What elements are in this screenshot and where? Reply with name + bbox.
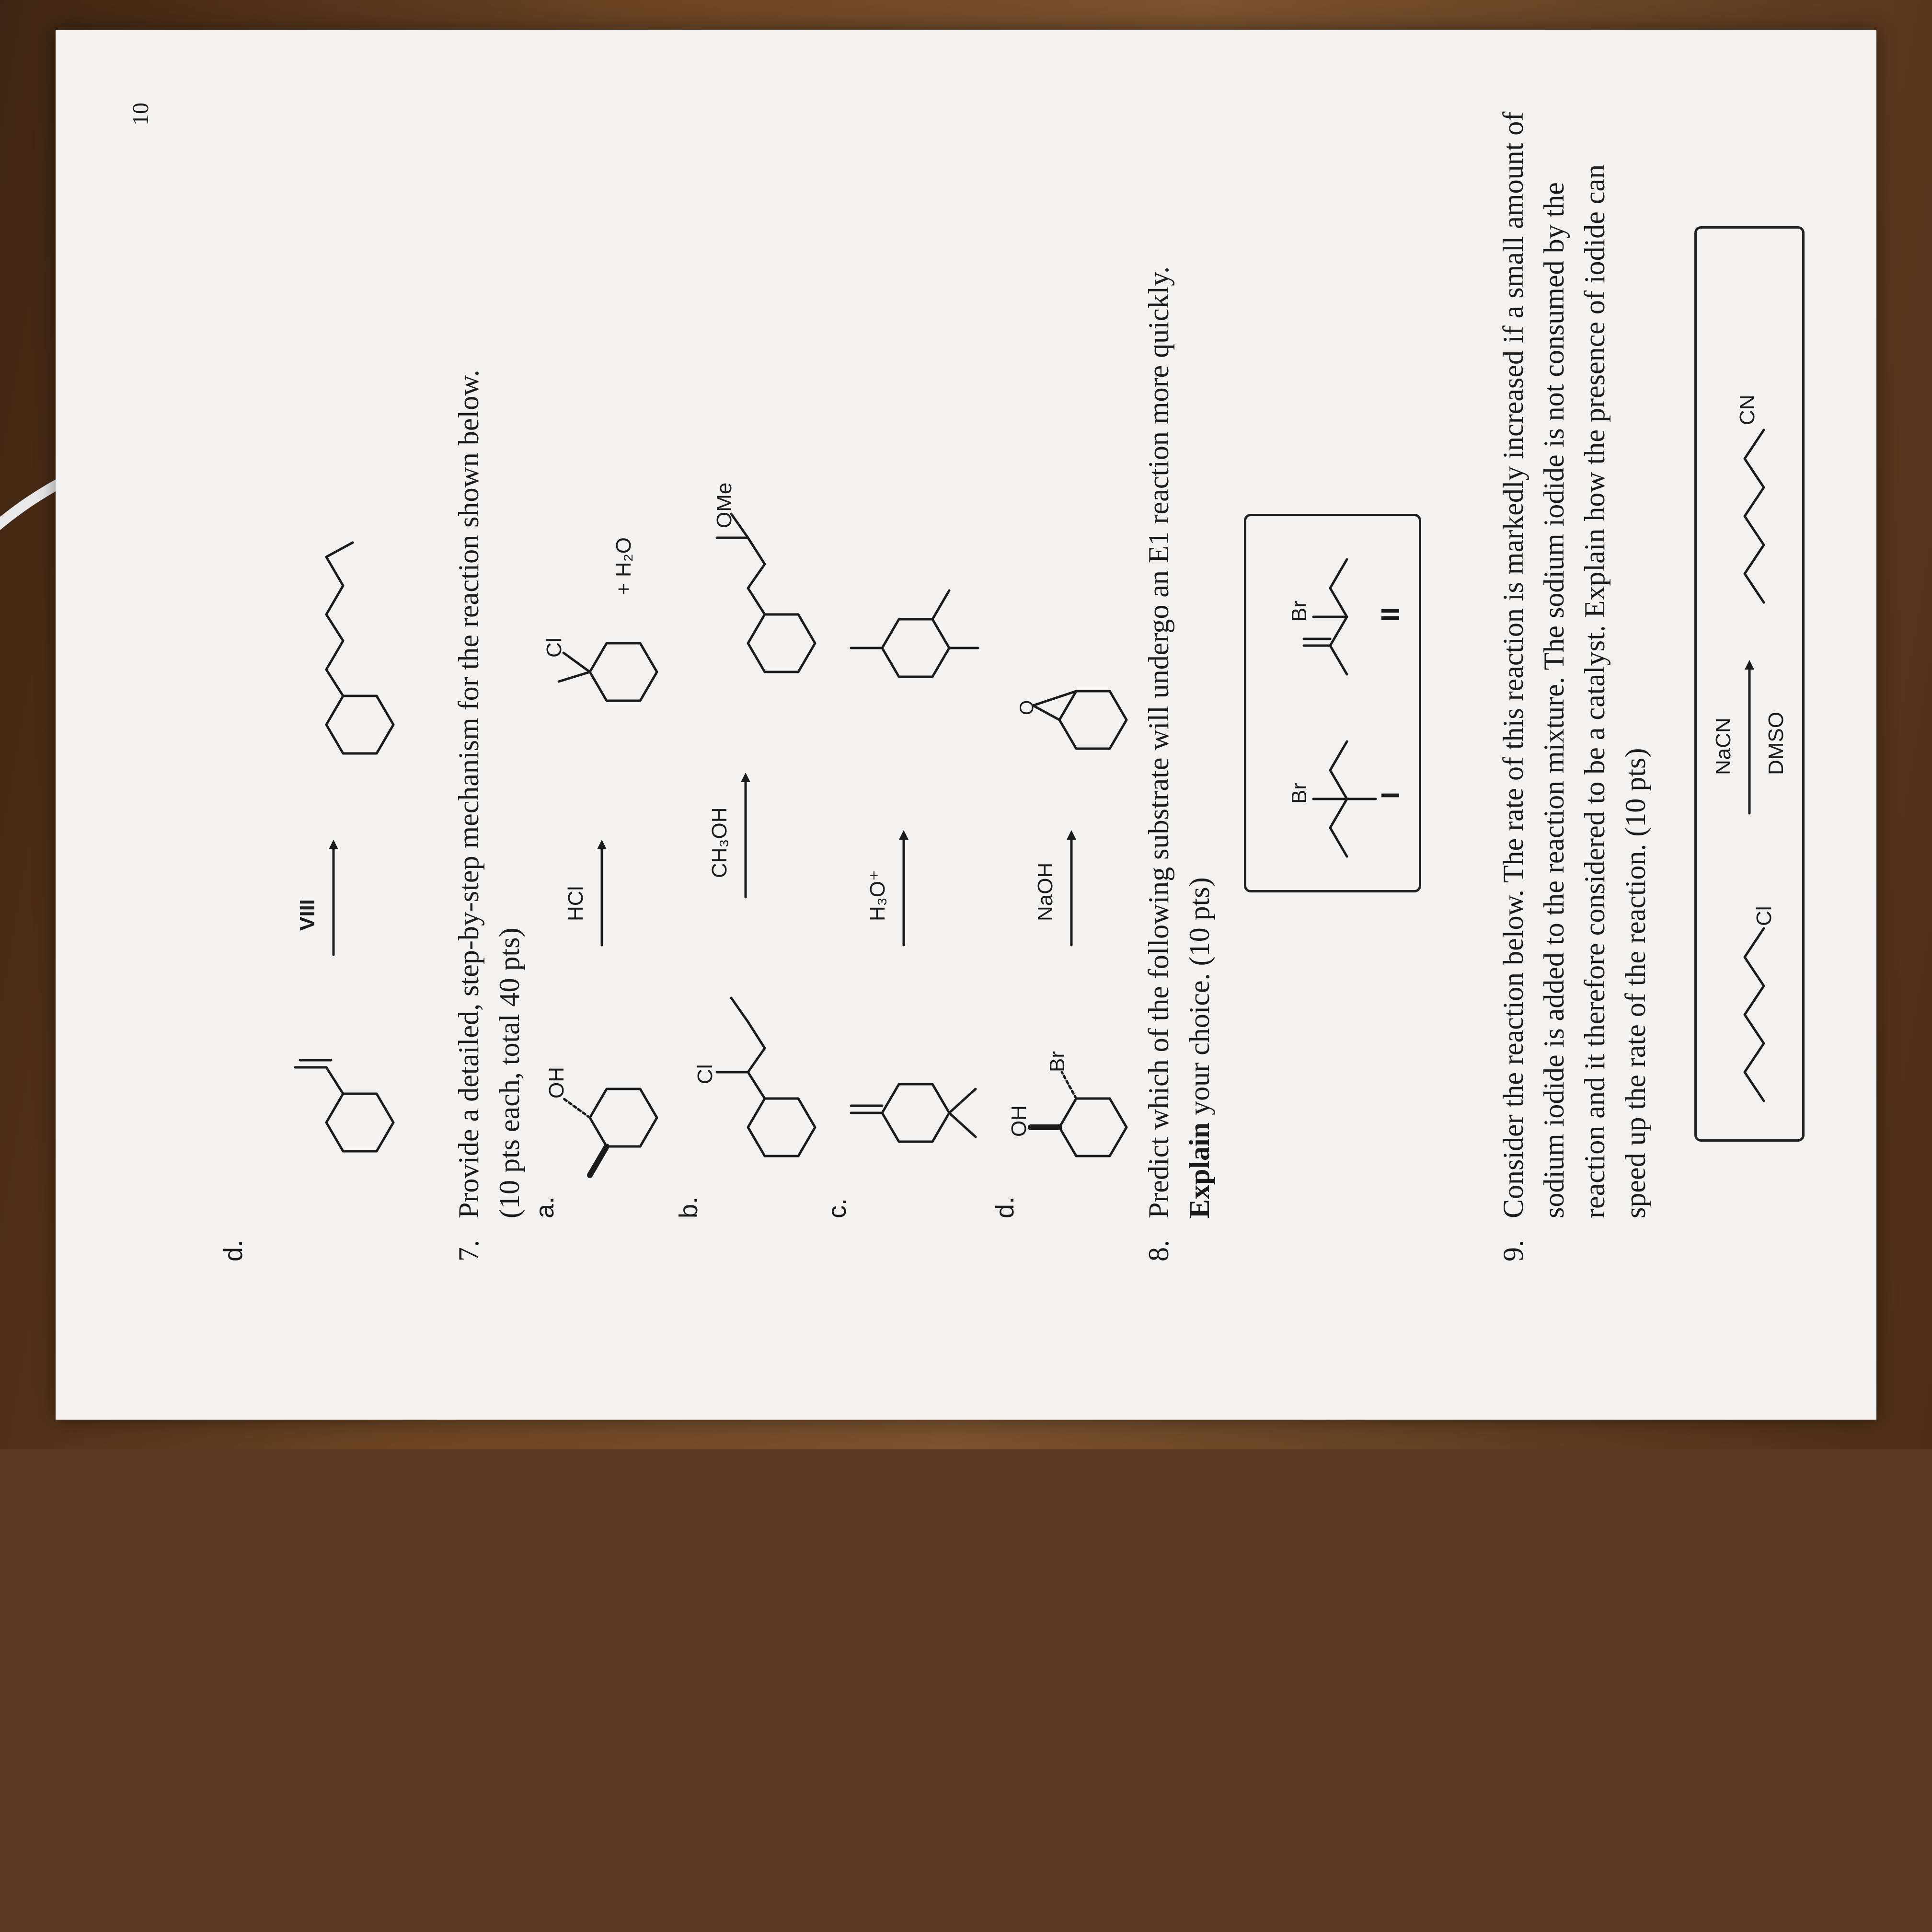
q9-number: 9.: [1497, 1240, 1529, 1261]
q9-cl-label: Cl: [1752, 906, 1776, 926]
q7d-product-epoxide: [1004, 605, 1158, 787]
q8-explain-bold: Explain: [1184, 1122, 1215, 1218]
svg-text:O: O: [1016, 700, 1037, 715]
q7b-arrow: [707, 768, 779, 902]
q7a-product: [535, 471, 688, 758]
q9-reagent-bottom: DMSO: [1764, 712, 1788, 775]
q9-reaction-box: [1694, 226, 1805, 1142]
q7d-oh-label: OH: [1007, 1105, 1031, 1137]
q9-product-nitrile: [1711, 324, 1788, 612]
q8-label-II: II: [1376, 607, 1405, 622]
q6d-reactant-vinylcyclohexane: [286, 998, 429, 1190]
q8-I-br-label: Br: [1288, 783, 1311, 804]
q7b-reagent-text: CH₃OH: [708, 807, 731, 878]
q7a-label: a.: [530, 1196, 559, 1218]
q7b-reactant: [678, 974, 832, 1194]
page-number: 10: [128, 103, 153, 126]
q9-line-3: reaction and it therefore considered to be a catalyst. Explain how the presence of iodide can: [1579, 164, 1610, 1218]
q7b-label: b.: [674, 1196, 703, 1218]
q7c-reactant: [832, 1017, 995, 1190]
q8-explain-line: [1179, 877, 1219, 1218]
q7d-reagent-text: NaOH: [1034, 862, 1057, 921]
q7a-reactant: [535, 993, 688, 1194]
q7a-arrow: [564, 835, 635, 950]
q6d-arrow: [295, 835, 362, 960]
q9-arrow: [1702, 650, 1797, 823]
q7b-product: [678, 442, 832, 710]
q7a-oh-label: OH: [545, 1067, 568, 1099]
q7c-label: c.: [823, 1198, 851, 1218]
q6d-label: d.: [219, 1239, 248, 1261]
q7-prompt: Provide a detailed, step-by-step mechanism for the reaction shown below.: [453, 370, 484, 1218]
q8-explain-rest: your choice. (10 pts): [1184, 877, 1215, 1115]
q9-reagent-top: NaCN: [1712, 717, 1735, 775]
q7b-ome-label: OMe: [713, 482, 736, 528]
q7a-cl-label: Cl: [542, 637, 566, 658]
q9-cn-label: CN: [1736, 394, 1759, 425]
q7c-reagent-text: H₃O⁺: [866, 869, 889, 921]
q7d-reactant: [1004, 993, 1158, 1194]
exam-page: [56, 30, 1876, 1420]
q7-points: (10 pts each, total 40 pts): [494, 927, 525, 1218]
q7a-plus-water: + H₂O: [612, 537, 635, 595]
q8-substrate-box: [1244, 514, 1421, 892]
q6d-product: [281, 514, 434, 782]
q8-II-br-label: Br: [1288, 601, 1311, 622]
q7d-br-label: Br: [1046, 1051, 1069, 1072]
q8-number: 8.: [1143, 1240, 1174, 1261]
q8-label-I: I: [1376, 791, 1405, 799]
q6d-reagent-text: VIII: [296, 899, 319, 931]
q9-line-4: speed up the rate of the reaction. (10 pts): [1620, 748, 1651, 1218]
q7c-arrow: [865, 825, 937, 950]
q7d-arrow: [1033, 825, 1105, 950]
q7a-reagent-text: HCl: [564, 886, 587, 921]
q8-prompt: Predict which of the following substrate will undergo an E1 reaction more quickly.: [1143, 266, 1174, 1218]
q9-line-1: Consider the reaction below. The rate of this reaction is markedly increased if a small amount of: [1497, 111, 1529, 1218]
q7d-label: d.: [990, 1196, 1019, 1218]
q9-reactant-chloride: [1711, 842, 1788, 1111]
q7c-product: [832, 552, 995, 725]
q7b-cl-label: Cl: [693, 1064, 717, 1084]
q7-number: 7.: [453, 1240, 484, 1261]
q9-line-2: sodium iodide is added to the reaction mixture. The sodium iodide is not consumed by the: [1538, 182, 1570, 1218]
